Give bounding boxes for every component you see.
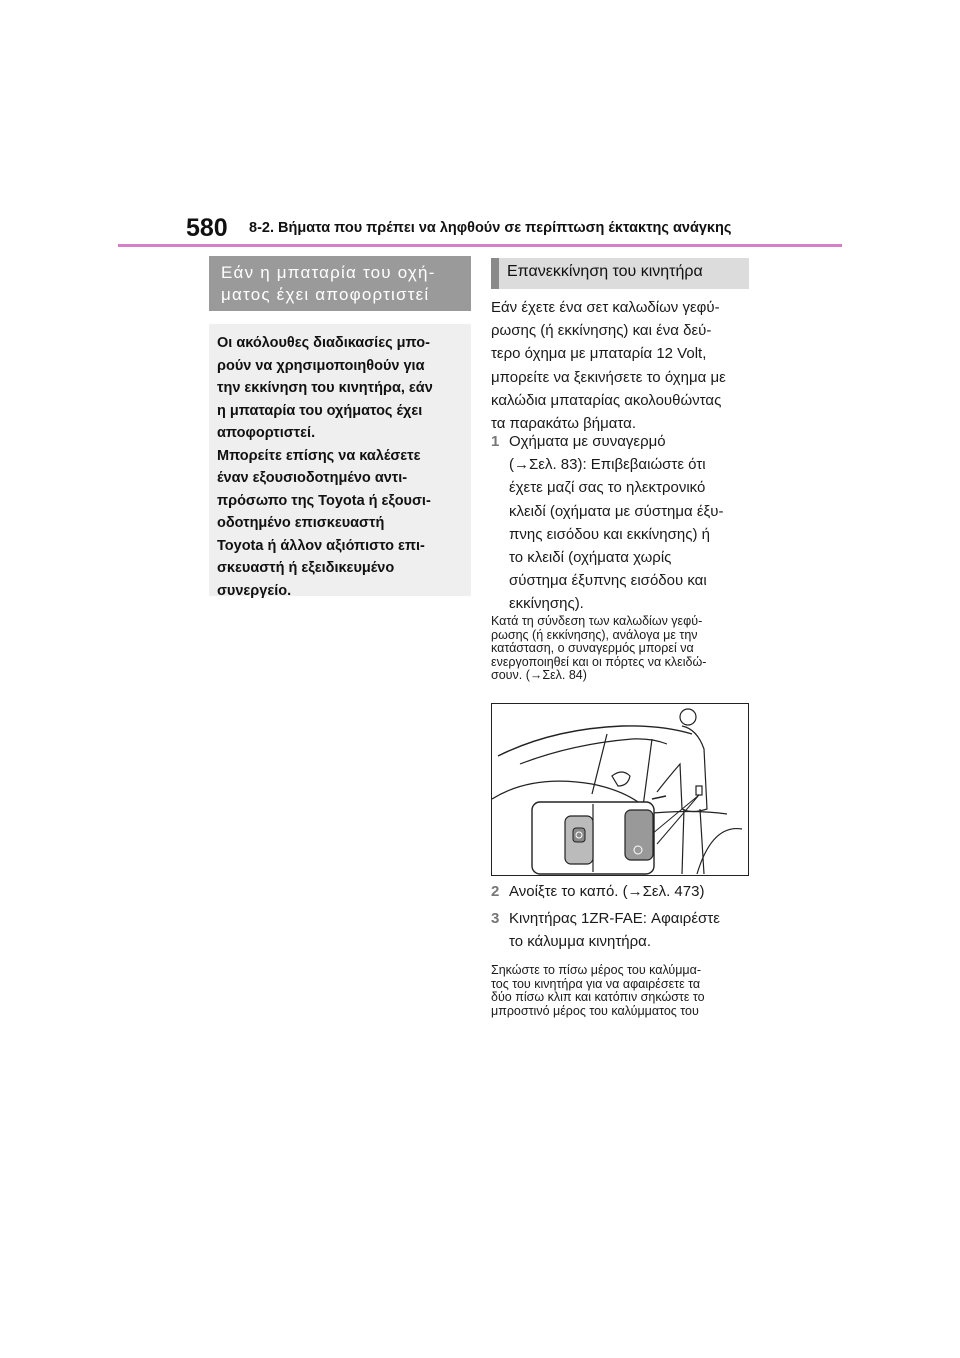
illustration-figure (491, 703, 749, 876)
intro-paragraph (491, 296, 753, 435)
info-line: συνεργείο. (217, 582, 292, 599)
car-mirror (612, 772, 630, 786)
note-line: ενεργοποιηθεί και οι πόρτες να κλειδώ- (491, 654, 707, 669)
right-section-heading: Επανεκκίνηση του κινητήρα (491, 258, 749, 289)
info-line: πρόσωπο της Toyota ή εξουσι- (217, 492, 431, 509)
step-text (509, 880, 704, 903)
intro-line: μπορείτε να ξεκινήσετε το όχημα με (491, 368, 726, 386)
section-title: 8-2. Βήματα που πρέπει να ληφθούν σε περίπτωση έκτακτης ανάγκης (249, 220, 732, 236)
note-line: ρωσης (ή εκκίνησης), ανάλογα με την (491, 627, 698, 642)
note-line: σουν. (→Σελ. 84) (491, 668, 587, 683)
car-door-key-illustration (492, 704, 748, 875)
info-box (209, 324, 471, 599)
note-paragraph (491, 615, 753, 683)
step-line: (→Σελ. 83): Επιβεβαιώστε ότι (509, 456, 706, 474)
intro-line: τα παρακάτω βήματα. (491, 415, 636, 433)
info-line: την εκκίνηση του κινητήρα, εάν (217, 380, 433, 396)
step-line: Οχήματα με συναγερμό (509, 433, 666, 450)
key-in-pocket (696, 786, 702, 795)
note-line: Σηκώστε το πίσω μέρος του καλύμμα- (491, 963, 702, 977)
left-heading-line: Εάν η μπαταρία του οχή- (221, 263, 436, 282)
step-line: Κινητήρας 1ZR-FAE: Αφαιρέστε (509, 910, 720, 927)
intro-line: ρωσης (ή εκκίνησης) και ένα δεύ- (491, 322, 712, 340)
note-line: Κατά τη σύνδεση των καλωδίων γεφύ- (491, 614, 703, 628)
note-line: κατάσταση, ο συναγερμός μπορεί να (491, 641, 694, 656)
step-text (509, 430, 723, 616)
step-number: 1 (491, 433, 500, 450)
step-line: έχετε μαζί σας το ηλεκτρονικό (509, 479, 706, 497)
intro-line: Εάν έχετε ένα σετ καλωδίων γεφύ- (491, 299, 720, 316)
step-line: το κάλυμμα κινητήρα. (509, 933, 651, 951)
step-line: πνης εισόδου και εκκίνησης) ή (509, 525, 710, 543)
note-line: τος του κινητήρα για να αφαιρέσετε τα (491, 976, 701, 991)
info-line: αποφορτιστεί. (217, 425, 316, 441)
step-1 (491, 430, 753, 616)
step-3 (491, 907, 753, 953)
callout-line (652, 795, 699, 844)
car-window-line (520, 739, 667, 764)
person-body (657, 726, 707, 812)
note-paragraph (491, 964, 753, 1018)
note-line: μπροστινό μέρος του καλύμματος του (491, 1003, 699, 1018)
step-line: κλειδί (οχήματα με σύστημα έξυ- (509, 502, 724, 520)
intro-line: τερο όχημα με μπαταρία 12 Volt, (491, 345, 707, 363)
step-text (509, 907, 720, 953)
info-line: η μπαταρία του οχήματος έχει (217, 402, 423, 419)
step-2 (491, 880, 753, 903)
step-number: 2 (491, 883, 500, 900)
car-door-handle (652, 796, 666, 799)
info-line: Toyota ή άλλον αξιόπιστο επι- (217, 537, 425, 554)
smart-key-button (573, 828, 585, 842)
left-heading-line: ματος έχει αποφορτιστεί (221, 285, 430, 304)
note-line: δύο πίσω κλιπ και κατόπιν σηκώστε το (491, 990, 705, 1005)
info-line: έναν εξουσιοδοτημένο αντι- (217, 470, 408, 486)
mechanical-key-icon (625, 810, 653, 860)
step-line: σύστημα έξυπνης εισόδου και (509, 572, 707, 590)
left-section-heading (209, 256, 471, 311)
step-line: το κλειδί (οχήματα χωρίς (509, 549, 672, 567)
info-line: Μπορείτε επίσης να καλέσετε (217, 447, 421, 464)
info-line: Οι ακόλουθες διαδικασίες μπο- (217, 335, 430, 351)
step-number: 3 (491, 910, 500, 927)
info-line: σκευαστή ή εξειδικευμένο (217, 560, 395, 576)
intro-line: καλώδια μπαταρίας ακολουθώντας (491, 391, 722, 409)
step-line: εκκίνησης). (509, 595, 584, 613)
info-line: ρούν να χρησιμοποιηθούν για (217, 357, 425, 374)
car-roofline (498, 726, 692, 756)
info-line: οδοτημένο επισκευαστή (217, 515, 385, 531)
page-number: 580 (186, 214, 228, 242)
header-rule (118, 244, 842, 247)
person-head (680, 709, 696, 725)
step-line: Ανοίξτε το καπό. (→Σελ. 473) (509, 883, 705, 900)
